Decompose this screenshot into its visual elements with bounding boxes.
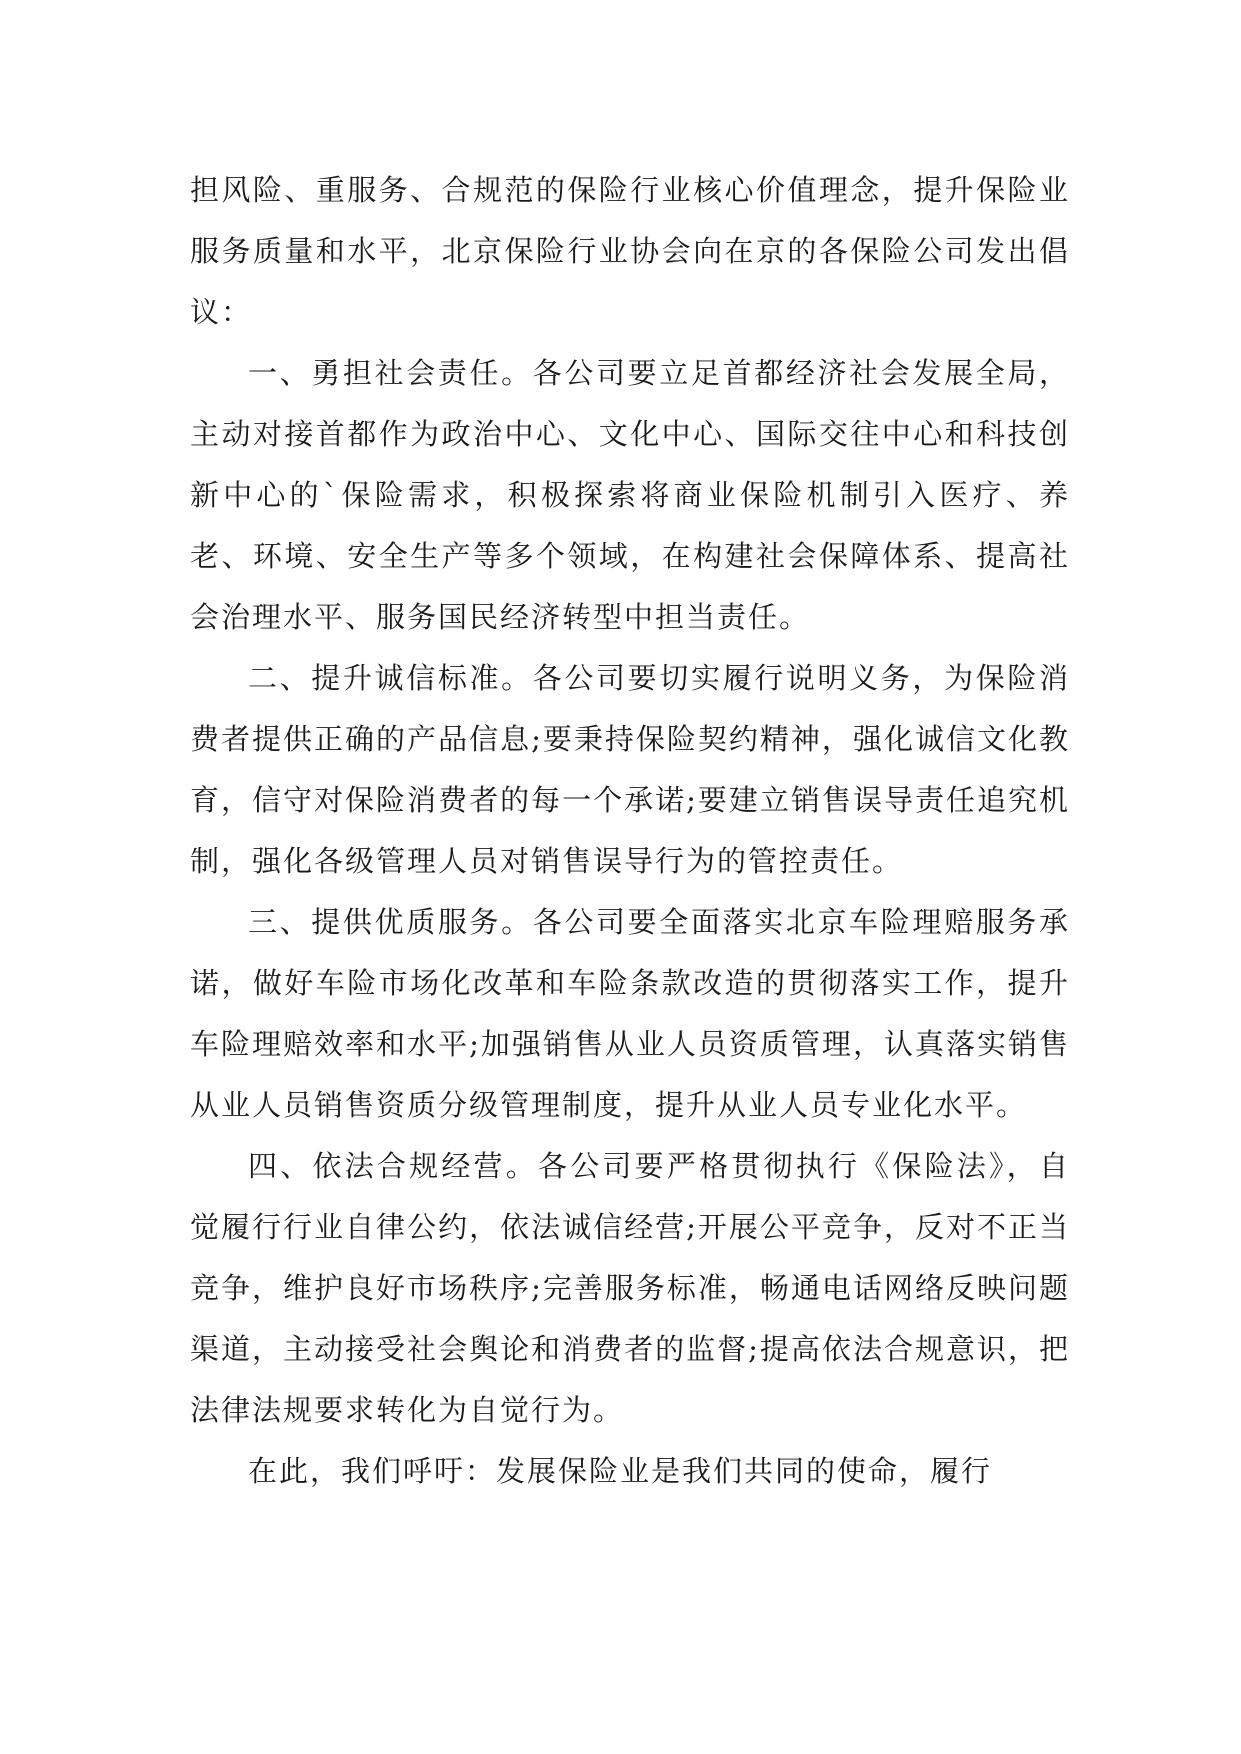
document-body (190, 160, 1070, 1502)
paragraph-intro: 担风险、重服务、合规范的保险行业核心价值理念，提升保险业服务质量和水平，北京保险行业协会向在京的各保险公司发出倡议： (190, 173, 1070, 329)
paragraph-integrity-standard: 二、提升诚信标准。各公司要切实履行说明义务，为保险消费者提供正确的产品信息;要秉持保险契约精神，强化诚信文化教育，信守对保险消费者的每一个承诺;要建立销售误导责任追究机制，强化各级管理人员对销售误导行为的管控责任。 (190, 661, 1070, 878)
paragraph-appeal: 在此，我们呼吁：发展保险业是我们共同的使命，履行 (248, 1454, 993, 1488)
paragraph-quality-service: 三、提供优质服务。各公司要全面落实北京车险理赔服务承诺，做好车险市场化改革和车险条款改造的贯彻落实工作，提升车险理赔效率和水平;加强销售从业人员资质管理，认真落实销售从业人员销售资质分级管理制度，提升从业人员专业化水平。 (190, 905, 1070, 1122)
paragraph-social-responsibility: 一、勇担社会责任。各公司要立足首都经济社会发展全局，主动对接首都作为政治中心、文化中心、国际交往中心和科技创新中心的`保险需求，积极探索将商业保险机制引入医疗、养老、环境、安全生产等多个领域，在构建社会保障体系、提高社会治理水平、服务国民经济转型中担当责任。 (190, 356, 1070, 634)
paragraph-legal-compliance: 四、依法合规经营。各公司要严格贯彻执行《保险法》，自觉履行行业自律公约，依法诚信经营;开展公平竞争，反对不正当竞争，维护良好市场秩序;完善服务标准，畅通电话网络反映问题渠道，主动接受社会舆论和消费者的监督;提高依法合规意识，把法律法规要求转化为自觉行为。 (190, 1149, 1070, 1427)
